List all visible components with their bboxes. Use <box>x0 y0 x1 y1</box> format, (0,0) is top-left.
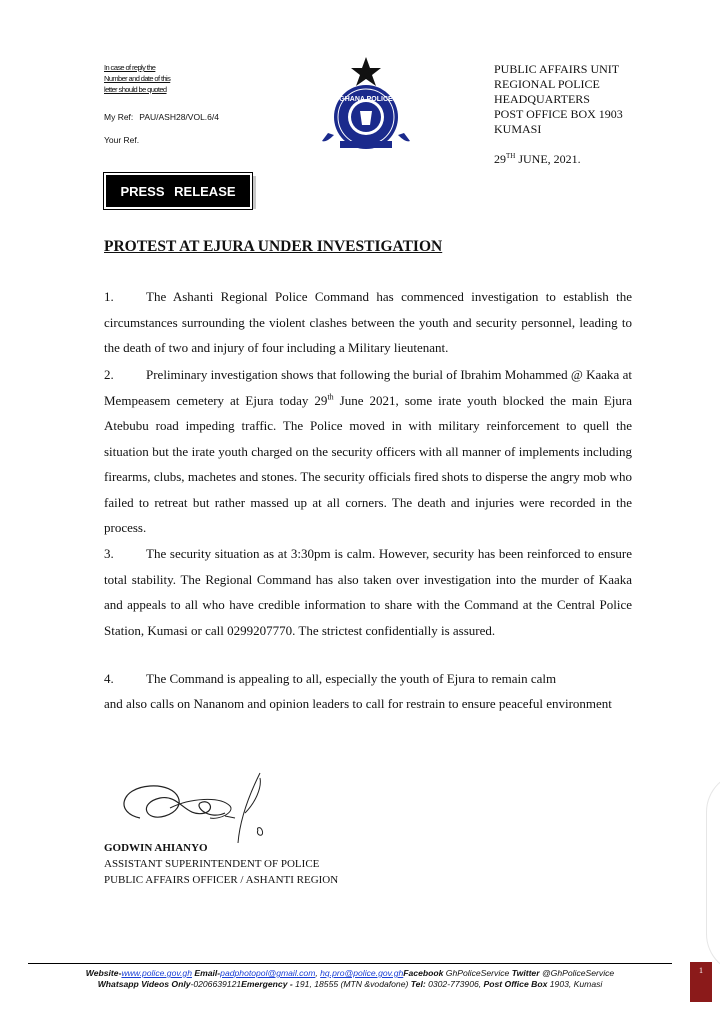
my-ref <box>104 112 219 122</box>
reply-note-line: Number and date of this <box>104 74 171 83</box>
reply-note <box>104 62 214 95</box>
address-line: HEADQUARTERS <box>494 92 590 106</box>
address-line: REGIONAL POLICE <box>494 77 600 91</box>
paragraph-text: and also calls on Nananom and opinion leaders to call for restrain to ensure peaceful environment <box>104 696 612 711</box>
press-release-label: PRESS RELEASE <box>104 173 252 209</box>
facebook-label: Facebook <box>403 968 444 978</box>
email-label: Email- <box>191 968 221 978</box>
emergency-label: Emergency - <box>241 979 296 989</box>
footer-divider <box>28 963 672 964</box>
reply-note-line: letter should be quoted <box>104 85 167 94</box>
paragraph-text: The security situation as at 3:30pm is calm. However, security has been reinforced to ensure total stability. The Regional Command has also taken over investigation into the murder of Kaaka and appeals to all who have credible information to share with the Command at the Central Police Station, Kumasi or call 0299207770. The strictest confidentially is assured. <box>104 546 632 638</box>
paragraph-4 <box>104 666 632 692</box>
handwritten-signature <box>110 768 280 848</box>
whatsapp-label: Whatsapp Videos Only <box>97 979 191 989</box>
paragraph-2 <box>104 362 632 541</box>
paragraph-number: 3. <box>104 546 114 561</box>
your-ref-label: Your Ref. <box>104 135 140 145</box>
separator: , <box>315 968 321 978</box>
paragraph-3 <box>104 541 632 643</box>
ghana-police-logo <box>320 55 412 151</box>
signatory-rank: ASSISTANT SUPERINTENDENT OF POLICE <box>104 858 320 870</box>
twitter-label: Twitter <box>511 968 540 978</box>
document-date <box>494 152 581 167</box>
paragraph-text: The Ashanti Regional Police Command has commenced investigation to establish the circumstances surrounding the violent clashes between the youth and security personnel, leading to the death of two and injury of four including a Military lieutenant. <box>104 289 632 355</box>
website-link[interactable]: www.police.gov.gh <box>121 968 192 978</box>
date-rest: JUNE, 2021. <box>515 152 581 166</box>
emergency-numbers: 191, 18555 (MTN &vodafone) <box>295 979 411 989</box>
address-line: PUBLIC AFFAIRS UNIT <box>494 62 620 76</box>
logo-text: GHANA POLICE <box>339 96 393 103</box>
paragraph-text: June 2021, some irate youth blocked the main Ejura Atebubu road impeding traffic. The Police moved in with military reinforcement to quell the situation but the irate youth charged on the security officers with all manner of implements including firearms, clubs, machetes and stones. The security officials fired shots to disperse the angry mob who failed to retreat but rather massed up at all corners. The death and injuries were recorded in the process. <box>104 392 632 535</box>
email-link-2[interactable]: hq.pro@police.gov.gh <box>320 968 404 978</box>
footer <box>28 968 672 990</box>
my-ref-label: My Ref: <box>104 112 134 122</box>
signatory-name: GODWIN AHIANYO <box>104 842 208 854</box>
address-line: POST OFFICE BOX 1903 <box>494 107 623 121</box>
email-link-1[interactable]: padphotopol@gmail.com <box>220 968 316 978</box>
paragraph-sup: th <box>327 392 334 402</box>
scroll-edge-hint[interactable] <box>706 772 720 974</box>
footer-line-1 <box>28 968 672 979</box>
address-line: KUMASI <box>494 122 542 136</box>
page-number-tab: 1 <box>690 962 712 1002</box>
twitter-handle: @GhPoliceService <box>539 968 615 978</box>
paragraph-1 <box>104 284 632 361</box>
signatory-role: PUBLIC AFFAIRS OFFICER / ASHANTI REGION <box>104 874 339 886</box>
paragraph-4-continued <box>104 691 632 717</box>
paragraph-number: 1. <box>104 289 114 304</box>
page-title: PROTEST AT EJURA UNDER INVESTIGATION <box>104 238 443 255</box>
paragraph-text: Preliminary investigation shows that following the burial of Ibrahim Mohammed @ Kaaka at Mempeasem cemetery at Ejura today 29 <box>104 367 632 408</box>
tel-label: Tel: <box>410 979 426 989</box>
date-day: 29 <box>494 152 506 166</box>
reply-note-line: In case of reply the <box>104 63 156 72</box>
website-label: Website- <box>85 968 122 978</box>
paragraph-number: 4. <box>104 671 114 686</box>
your-ref <box>104 135 139 145</box>
signature-block <box>104 840 338 888</box>
date-suffix: TH <box>506 152 516 160</box>
paragraph-text: The Command is appealing to all, especially the youth of Ejura to remain calm <box>146 671 557 686</box>
my-ref-value: PAU/ASH28/VOL.6/4 <box>139 112 219 122</box>
whatsapp-number: -0206639121 <box>190 979 242 989</box>
facebook-handle: GhPoliceService <box>443 968 512 978</box>
paragraph-number: 2. <box>104 367 114 382</box>
tel-number: 0302-773906, <box>425 979 484 989</box>
footer-line-2 <box>28 979 672 990</box>
pobox-label: Post Office Box <box>483 979 548 989</box>
address-block <box>494 62 623 137</box>
pobox-value: 1903, Kumasi <box>547 979 603 989</box>
